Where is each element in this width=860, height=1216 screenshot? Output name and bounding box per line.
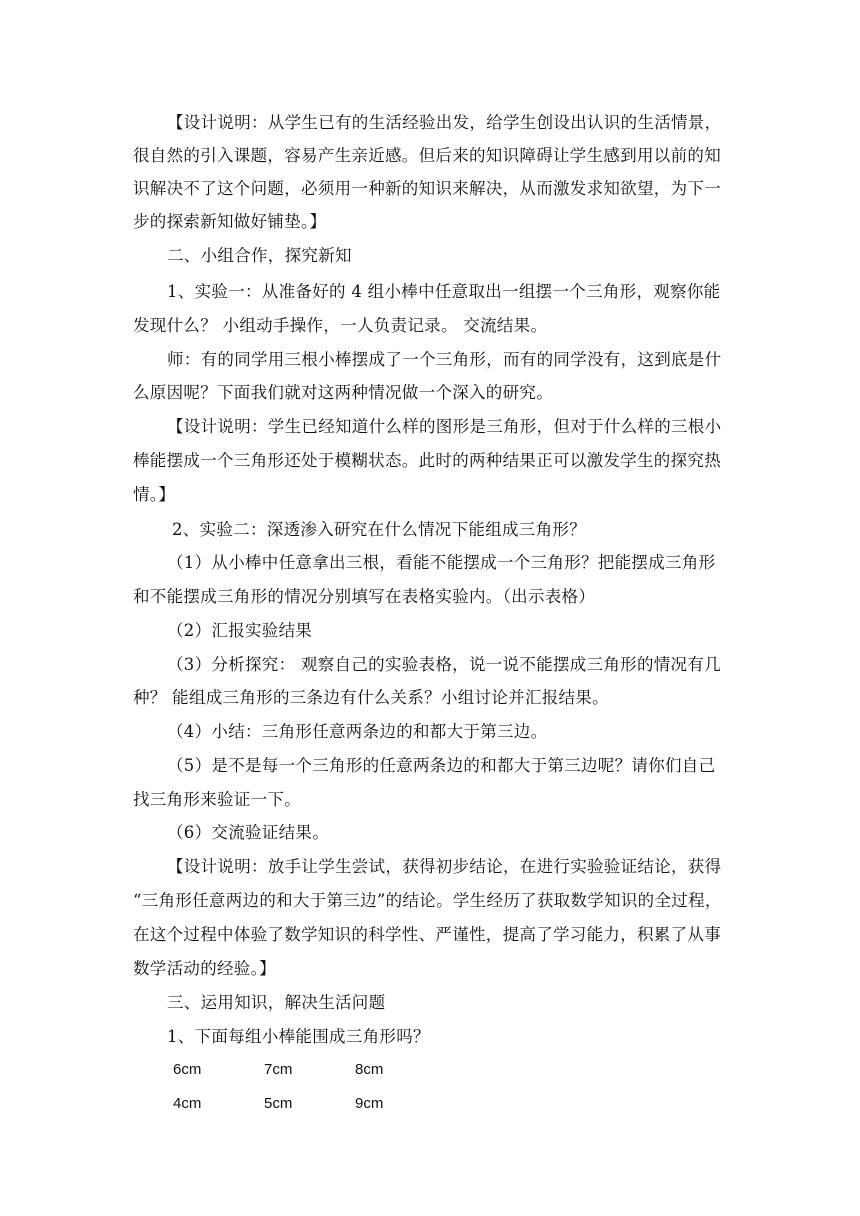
design-note-2-line-2: 棒能摆成一个三角形还处于模糊状态。此时的两种结果正可以激发学生的探究热 bbox=[133, 451, 721, 470]
design-note-3-line-2: “三角形任意两边的和大于第三边”的结论。学生经历了获取数学知识的全过程， bbox=[133, 891, 722, 910]
stick-group-2-length-3: 9cm bbox=[355, 1095, 384, 1112]
design-note-2-line-3: 情。】 bbox=[133, 485, 176, 504]
experiment-1-line-1: 1、实验一：从准备好的 4 组小棒中任意取出一组摆一个三角形，观察你能 bbox=[167, 282, 721, 301]
step-5-line-2: 找三角形来验证一下。 bbox=[133, 790, 301, 809]
experiment-2-heading: 2、实验二：深透渗入研究在什么情况下能组成三角形？ bbox=[172, 520, 586, 539]
step-1-line-1: （1）从小棒中任意拿出三根，看能不能摆成一个三角形？把能摆成三角形 bbox=[167, 553, 716, 572]
experiment-1-line-2: 发现什么？ 小组动手操作，一人负责记录。 交流结果。 bbox=[133, 316, 548, 335]
stick-group-1-length-1: 6cm bbox=[173, 1061, 202, 1078]
section-heading-3: 三、运用知识，解决生活问题 bbox=[167, 993, 386, 1012]
design-note-1-line-2: 很自然的引入课题，容易产生亲近感。但后来的知识障碍让学生感到用以前的知 bbox=[133, 146, 721, 165]
design-note-1-line-1: 【设计说明：从学生已有的生活经验出发，给学生创设出认识的生活情景， bbox=[167, 113, 722, 132]
design-note-3-line-3: 在这个过程中体验了数学知识的科学性、严谨性，提高了学习能力，积累了从事 bbox=[133, 925, 721, 944]
stick-group-2-length-1: 4cm bbox=[173, 1095, 202, 1112]
step-1-line-2: 和不能摆成三角形的情况分别填写在表格实验内。（出示表格） bbox=[133, 587, 596, 606]
teacher-line-2: 么原因呢？下面我们就对这两种情况做一个深入的研究。 bbox=[133, 383, 553, 402]
design-note-1-line-4: 步的探索新知做好铺垫。】 bbox=[133, 212, 327, 231]
step-4: （4）小结：三角形任意两条边的和都大于第三边。 bbox=[167, 722, 548, 741]
step-6: （6）交流验证结果。 bbox=[167, 823, 329, 842]
step-5-line-1: （5）是不是每一个三角形的任意两条边的和都大于第三边呢？请你们自己 bbox=[167, 756, 716, 775]
step-3-line-2: 种？ 能组成三角形的三条边有什么关系？小组讨论并汇报结果。 bbox=[133, 688, 609, 707]
step-3-line-1: （3）分析探究： 观察自己的实验表格，说一说不能摆成三角形的情况有几 bbox=[167, 655, 721, 674]
stick-group-2-length-2: 5cm bbox=[264, 1095, 293, 1112]
design-note-2-line-1: 【设计说明：学生已经知道什么样的图形是三角形，但对于什么样的三根小 bbox=[167, 417, 722, 436]
design-note-3-line-4: 数学活动的经验。】 bbox=[133, 959, 276, 978]
stick-group-1-length-2: 7cm bbox=[264, 1061, 293, 1078]
design-note-3-line-1: 【设计说明：放手让学生尝试，获得初步结论，在进行实验验证结论，获得 bbox=[167, 857, 722, 876]
question-1: 1、下面每组小棒能围成三角形吗？ bbox=[167, 1027, 430, 1046]
step-2: （2）汇报实验结果 bbox=[167, 621, 313, 640]
teacher-line-1: 师：有的同学用三根小棒摆成了一个三角形，而有的同学没有，这到底是什 bbox=[167, 350, 722, 369]
section-heading-2: 二、小组合作，探究新知 bbox=[167, 246, 352, 265]
design-note-1-line-3: 识解决不了这个问题，必须用一种新的知识来解决，从而激发求知欲望，为下一 bbox=[133, 179, 721, 198]
stick-group-1-length-3: 8cm bbox=[355, 1061, 384, 1078]
